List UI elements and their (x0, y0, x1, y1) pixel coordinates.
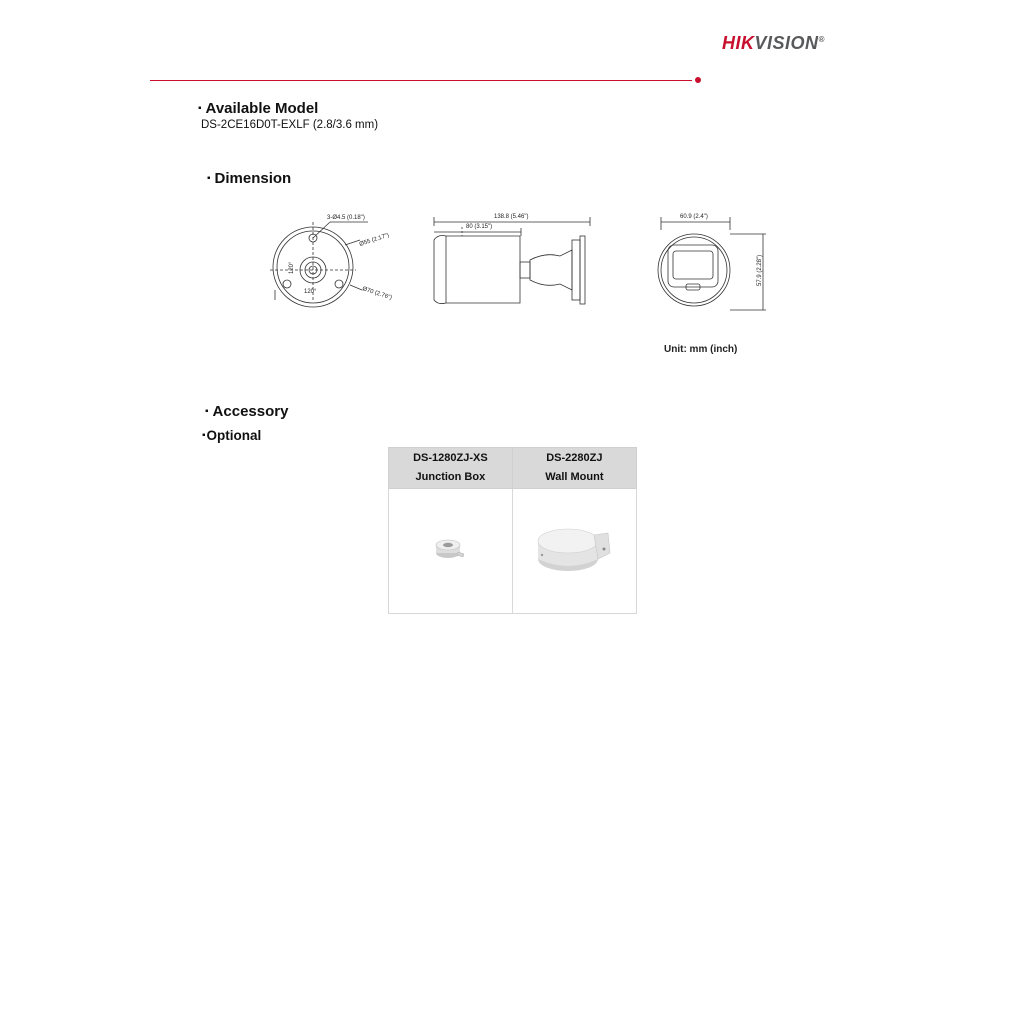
table-header-row (389, 448, 637, 489)
width-label: 60.9 (2.4") (680, 214, 708, 220)
optional-subheading: ▪Optional (202, 428, 262, 443)
unit-note: Unit: mm (inch) (664, 344, 738, 355)
angle-label-1: 120° (289, 261, 295, 274)
hikvision-logo: HIKVISION® (722, 33, 825, 53)
front-view-drawing (658, 217, 766, 310)
model-number: DS-2CE16D0T-EXLF (2.8/3.6 mm) (201, 119, 379, 131)
accessory-heading: ▪ Accessory (205, 403, 289, 420)
accessory-header-wall-mount: DS-2280ZJ Wall Mount (512, 448, 636, 489)
length-total-label: 138.8 (5.46") (494, 214, 529, 220)
table-row (389, 489, 637, 614)
junction-box-cell (389, 489, 513, 614)
d70-label: Ø70 (2.76") (361, 286, 393, 302)
available-model-heading: ▪ Available Model (198, 100, 319, 117)
dimension-heading: ▪ Dimension (207, 170, 292, 187)
height-label: 57.9 (2.28") (757, 254, 763, 286)
angle-label-2: 120° (304, 289, 317, 295)
wall-mount-icon (534, 521, 614, 577)
accessory-header-junction-box: DS-1280ZJ-XS Junction Box (389, 448, 513, 489)
holes-label: 3-Ø4.5 (0.18") (327, 215, 365, 221)
base-view-drawing (270, 222, 368, 307)
side-view-drawing (434, 217, 590, 304)
junction-box-icon (430, 534, 470, 564)
dimension-drawings (0, 0, 1024, 380)
length-body-label: 80 (3.15") (466, 224, 493, 230)
accessory-table (388, 447, 637, 614)
wall-mount-cell (512, 489, 636, 614)
d55-label: Ø55 (2.17") (358, 232, 390, 248)
